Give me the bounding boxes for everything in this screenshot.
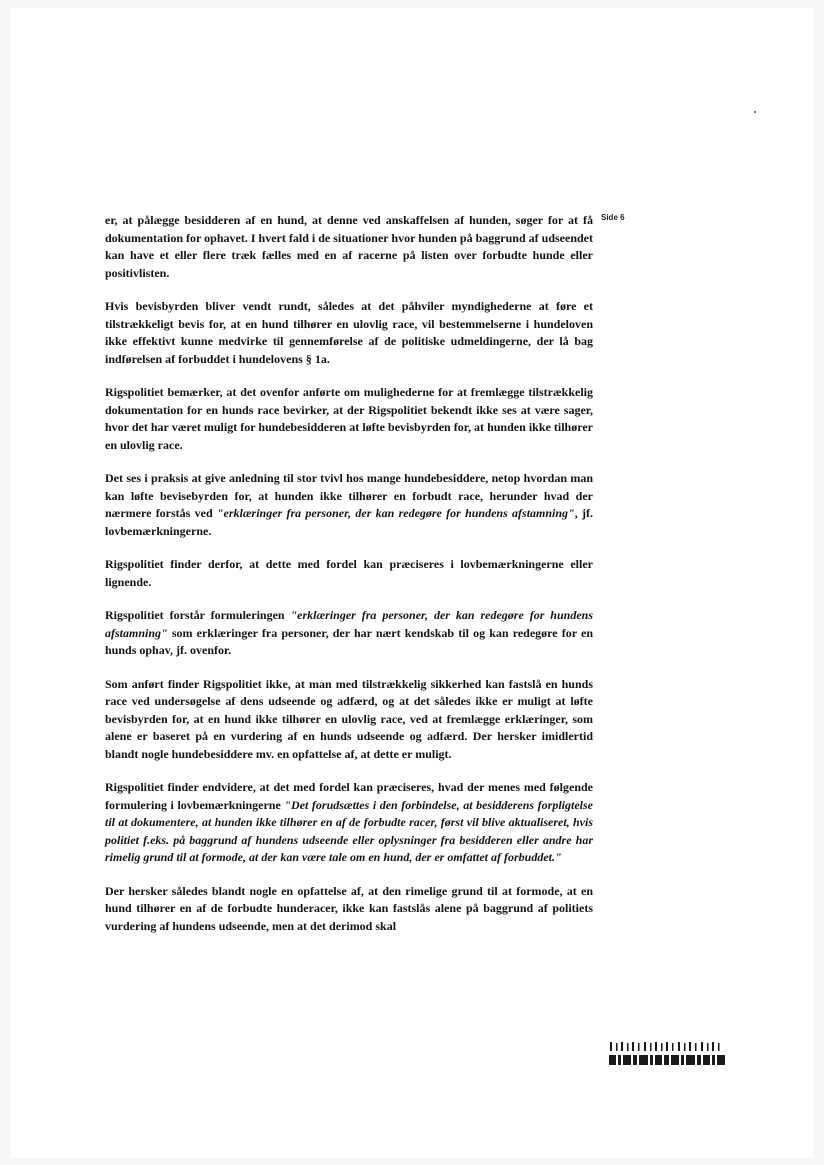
paragraph — [105, 212, 593, 282]
paragraph-text: er, at pålægge besidderen af en hund, at denne ved anskaffelsen af hunden, søger for at få dokumentation for ophavet. I hvert fald i de situationer hvor hunden på baggrund af udseendet kan have et eller flere træk fælles med en af racerne på listen over forbudte hunde eller positivlisten. — [105, 213, 593, 280]
paragraph — [105, 556, 593, 591]
paragraph-text: , jf. lovbemærkningerne. — [105, 506, 593, 538]
paragraph — [105, 470, 593, 540]
quoted-text: "erklæringer fra personer, der kan redegøre for hundens afstamning" — [216, 506, 575, 520]
paragraph — [105, 676, 593, 764]
paragraph-text: Der hersker således blandt nogle en opfattelse af, at den rimelige grund til at formode, at en hund tilhører en af de forbudte hunderacer, ikke kan fastslås alene på baggrund af politiets vurdering af hundens udseende, men at det derimod skal — [105, 883, 593, 933]
paragraph-text: Rigspolitiet finder endvidere, at det med fordel kan præciseres, hvad der menes med følgende formulering i lovbemærkningerne — [105, 780, 593, 812]
paragraph — [105, 883, 593, 936]
quoted-text: "Det forudsættes i den forbindelse, at besidderens forpligtelse til at dokumentere, at hunden ikke tilhører en af de forbudte racer, først vil blive aktualiseret, hvis politiet f.eks. på baggrund af hundens udseende eller oplysninger fra besidderen eller andre har rimelig grund til at formode, at der kan være tale om en hund, der er omfattet af forbuddet." — [105, 797, 593, 864]
paragraph — [105, 607, 593, 660]
barcode-stamp — [608, 1040, 728, 1068]
page-number-label: Side 6 — [601, 213, 625, 222]
paragraph-text: Det ses i praksis at give anledning til stor tvivl hos mange hundebesiddere, netop hvordan man kan løfte bevisebyrden for, at hunden ikke tilhører en forbudt race, herunder hvad der nærmere forstås ved — [105, 471, 593, 520]
paragraph-text: som erklæringer fra personer, der har nært kendskab til og kan redegøre for en hunds ophav, jf. ovenfor. — [105, 625, 593, 657]
paragraph — [105, 384, 593, 454]
scan-speck — [754, 111, 756, 113]
paragraph — [105, 779, 593, 867]
paragraph — [105, 298, 593, 368]
paragraph-text: Rigspolitiet forstår formuleringen — [105, 608, 291, 622]
quoted-text: "erklæringer fra personer, der kan redegøre for hundens afstamning" — [105, 608, 593, 640]
paragraph-text: Hvis bevisbyrden bliver vendt rundt, således at det påhviler myndighederne at føre et tilstrækkeligt bevis for, at en hund tilhører en ulovlig race, vil bestemmelserne i hundeloven ikke effektivt kunne medvirke til gennemførelse af de politiske udmeldingerne, der lå bag indførelsen af forbuddet i hundelovens § 1a. — [105, 299, 593, 366]
paragraph-text: Rigspolitiet finder derfor, at dette med fordel kan præciseres i lovbemærkningerne eller lignende. — [105, 557, 593, 589]
document-body — [105, 212, 593, 935]
paragraph-text: Rigspolitiet bemærker, at det ovenfor anførte om mulighederne for at fremlægge tilstrækkelig dokumentation for en hunds race bevirker, at der Rigspolitiet bekendt ikke ses at være sager, hvor det har været muligt for hundebesidderen at løfte bevisbyrden for, at hunden ikke tilhører en ulovlig race. — [105, 385, 593, 452]
paragraph-text: Som anført finder Rigspolitiet ikke, at man med tilstrækkelig sikkerhed kan fastslå en hunds race ved undersøgelse af dens udseende og adfærd, og at det således ikke er muligt at løfte bevisbyrden for, at en hund ikke tilhører en ulovlig race, ved at fremlægge erklæringer, som alene er baseret på en vurdering af en hunds udseende og adfærd. Der hersker imidlertid blandt nogle hundebesiddere mv. en opfattelse af, at dette er muligt. — [105, 676, 593, 761]
